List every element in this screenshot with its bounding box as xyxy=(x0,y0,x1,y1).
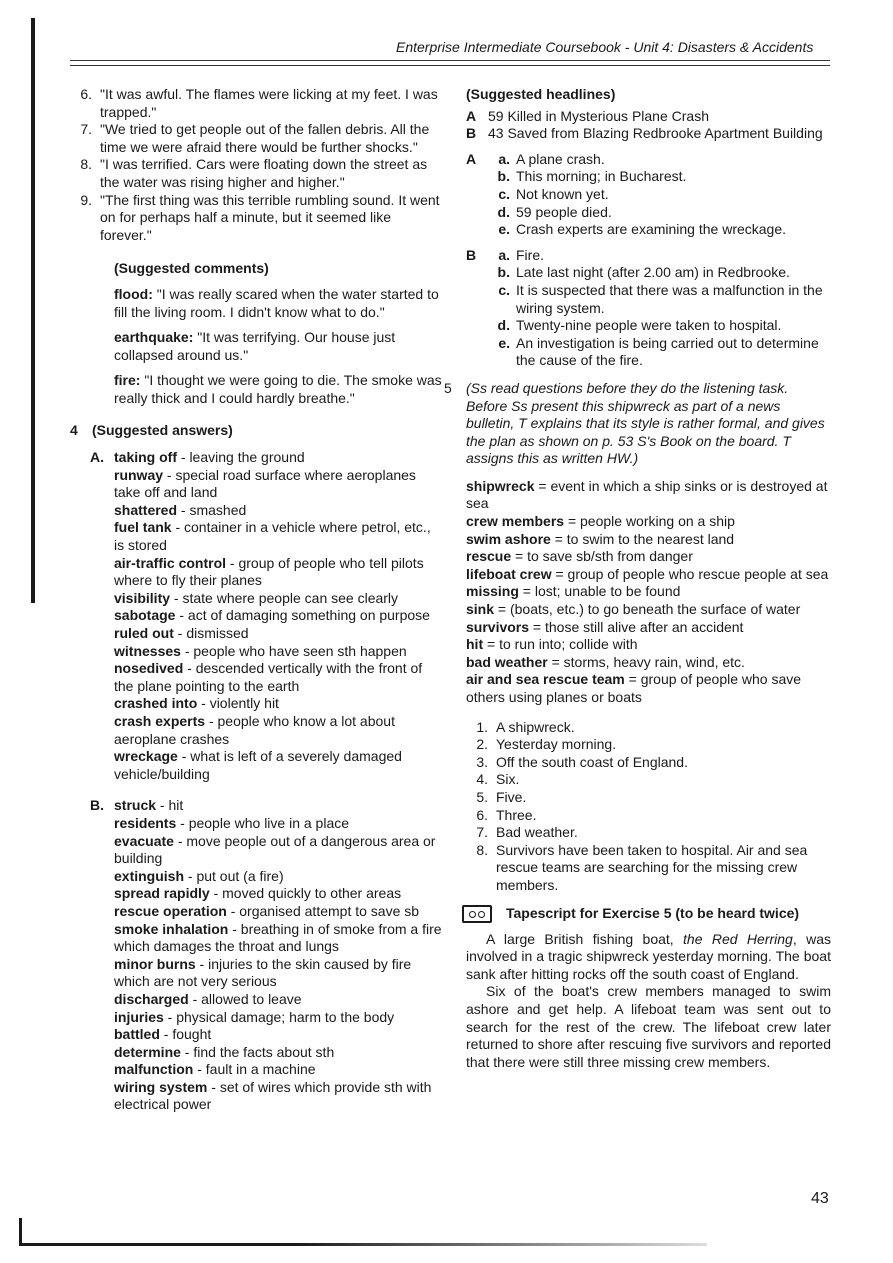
comment-earthquake: earthquake: "It was terrifying. Our house just collapsed around us." xyxy=(114,329,396,363)
left-column xyxy=(70,86,442,1114)
detail-item: d. 59 people died. xyxy=(497,203,612,220)
section-5-instructions: 5 (Ss read questions before they do the listening task. Before Ss present this shipwreck as part of a news bulletin, T explains that its style is rather formal, and gives the plan as shown on p. 53 S's Book on the board. T assigns this as written HW.) xyxy=(444,379,825,467)
comment-flood: flood: "I was really scared when the water started to fill the living room. I didn't know what to do." xyxy=(114,285,439,320)
quote-list xyxy=(70,86,442,244)
comments-heading: (Suggested comments) xyxy=(114,260,269,277)
detail-item: c. It is suspected that there was a malfunction in the wiring system. xyxy=(498,281,823,316)
headline-item: B 43 Saved from Blazing Redbrooke Apartment Building xyxy=(466,125,823,142)
header-rule xyxy=(70,60,830,61)
vocab-item: lifeboat crew = group of people who rescue people at sea xyxy=(466,565,829,582)
answer-item: 4. Six. xyxy=(476,771,520,788)
glossary-item: air-traffic control - group of people who tell pilots where to fly their planes xyxy=(114,554,424,589)
right-column xyxy=(444,86,831,1071)
glossary-item: evacuate - move people out of a dangerous area or building xyxy=(114,832,436,867)
tapescript-paragraph: A large British fishing boat, the Red Herring, was involved in a tragic shipwreck yesterday morning. The boat sank after hitting rocks off the south coast of England. xyxy=(466,930,831,982)
glossary-item: extinguish - put out (a fire) xyxy=(114,867,284,884)
answer-item: 2. Yesterday morning. xyxy=(476,736,617,753)
detail-item: a. A plane crash. xyxy=(498,150,605,167)
glossary-item: minor burns - injuries to the skin caused by fire which are not very serious xyxy=(114,955,412,990)
vocab-item: survivors = those still alive after an accident xyxy=(466,618,744,635)
vocab-item: crew members = people working on a ship xyxy=(466,513,735,530)
footer-corner-bar xyxy=(19,1218,22,1246)
section-5-vocabulary xyxy=(466,478,831,707)
running-header: Enterprise Intermediate Coursebook - Unit 4: Disasters & Accidents xyxy=(396,39,814,55)
cassette-tape-icon xyxy=(462,905,492,923)
vocab-item: sink = (boats, etc.) to go beneath the surface of water xyxy=(466,601,801,618)
glossary-item: crash experts - people who know a lot about aeroplane crashes xyxy=(114,713,395,747)
glossary-item: battled - fought xyxy=(114,1026,212,1043)
glossary-item: rescue operation - organised attempt to save sb xyxy=(114,902,420,919)
glossary-item: shattered - smashed xyxy=(114,501,247,518)
vocab-item: air and sea rescue team = group of people who save others using planes or boats xyxy=(466,671,802,705)
detail-item: b. This morning; in Bucharest. xyxy=(497,168,687,185)
tapescript-heading: Tapescript for Exercise 5 (to be heard twice) xyxy=(466,905,831,923)
quote-item: 8. "I was terrified. Cars were floating down the street as the water was rising higher and higher." xyxy=(80,156,428,190)
comment-fire: fire: "I thought we were going to die. The smoke was really thick and I could hardly breathe." xyxy=(114,372,442,406)
left-margin-bar xyxy=(31,18,35,603)
suggested-comments xyxy=(70,260,442,407)
glossary-item: smoke inhalation - breathing in of smoke from a fire which damages the throat and lungs xyxy=(114,920,442,955)
details-group-a: A a. A plane crash. b. This morning; in Bucharest. c. Not known yet. d. 59 people died. e. Crash experts are examining the wreckage. xyxy=(466,151,831,239)
glossary-item: injuries - physical damage; harm to the body xyxy=(114,1008,395,1025)
details-group-b: B a. Fire. b. Late last night (after 2.00 am) in Redbrooke. c. It is suspected that there was a malfunction in the wiring system. d. Twenty-nine people were taken to hospital. e. An investigation is being carried out to determine the cause of the fire. xyxy=(466,247,831,370)
glossary-item: malfunction - fault in a machine xyxy=(114,1061,316,1078)
glossary-item: witnesses - people who have seen sth happen xyxy=(114,642,407,659)
answer-item: 1. A shipwreck. xyxy=(476,718,575,735)
glossary-item: nosedived - descended vertically with the front of the plane pointing to the earth xyxy=(114,660,423,694)
headline-item: A 59 Killed in Mysterious Plane Crash xyxy=(466,107,709,124)
vocab-item: rescue = to save sb/sth from danger xyxy=(466,548,693,565)
vocab-item: swim ashore = to swim to the nearest land xyxy=(466,530,735,547)
glossary-item: visibility - state where people can see clearly xyxy=(114,589,399,606)
vocab-item: missing = lost; unable to be found xyxy=(466,583,681,600)
quote-item: 6. "It was awful. The flames were licking at my feet. I was trapped." xyxy=(80,86,438,120)
tapescript-paragraph: Six of the boat's crew members managed to swim ashore and get help. A lifeboat team was sent out to search for the rest of the crew. The lifeboat crew later returned to shore after rescuing five survivors and reported that there were still three missing crew members. xyxy=(466,983,831,1070)
vocab-item: shipwreck = event in which a ship sinks or is destroyed at sea xyxy=(466,477,828,512)
glossary-item: wiring system - set of wires which provide sth with electrical power xyxy=(114,1078,432,1113)
vocab-item: hit = to run into; collide with xyxy=(466,636,638,653)
header-rule xyxy=(70,65,830,66)
section-4-heading: 4 (Suggested answers) xyxy=(70,421,233,438)
glossary-item: discharged - allowed to leave xyxy=(114,990,302,1007)
glossary-group-a: A. taking off - leaving the ground runway - special road surface where aeroplanes take off and land shattered - smashed fuel tank - container in a vehicle where petrol, etc., is stored air-traffic control - group of people who tell pilots where to fly their planes visibility - state where people can see clearly sabotage - act of damaging something on purpose ruled out - dismissed witnesses - people who have seen sth happen nosedived - descended vertically with the front of the plane pointing to the earth crashed into - violently hit crash experts - people who know a lot about aeroplane crashes wreckage - what is left of a severely damaged vehicle/building xyxy=(70,449,442,783)
detail-item: d. Twenty-nine people were taken to hospital. xyxy=(497,317,782,334)
page-number: 43 xyxy=(811,1190,829,1207)
answer-item: 8. Survivors have been taken to hospital. Air and sea rescue teams are searching for the missing crew members. xyxy=(476,841,808,893)
glossary-item: residents - people who live in a place xyxy=(114,814,350,831)
detail-item: b. Late last night (after 2.00 am) in Redbrooke. xyxy=(497,264,790,281)
glossary-item: spread rapidly - moved quickly to other areas xyxy=(114,885,402,902)
glossary-item: wreckage - what is left of a severely damaged vehicle/building xyxy=(114,748,402,782)
vocab-item: bad weather = storms, heavy rain, wind, etc. xyxy=(466,653,745,670)
detail-item: c. Not known yet. xyxy=(498,185,609,202)
glossary-item: ruled out - dismissed xyxy=(114,625,249,642)
tapescript-text xyxy=(466,931,831,1072)
glossary-group-b: B. struck - hit residents - people who live in a place evacuate - move people out of a dangerous area or building extinguish - put out (a fire) spread rapidly - moved quickly to other areas rescue operation - organised attempt to save sb smoke inhalation - breathing in of smoke from a fire which damages the throat and lungs minor burns - injuries to the skin caused by fire which are not very serious discharged - allowed to leave injuries - physical damage; harm to the body battled - fought determine - find the facts about sth malfunction - fault in a machine wiring system - set of wires which provide sth with electrical power xyxy=(90,797,442,1113)
detail-item: e. Crash experts are examining the wreckage. xyxy=(498,221,787,238)
glossary-item: determine - find the facts about sth xyxy=(114,1043,335,1060)
quote-item: 9. "The first thing was this terrible rumbling sound. It went on for perhaps half a minute, but it seemed like forever." xyxy=(80,191,440,243)
quote-item: 7. "We tried to get people out of the fallen debris. All the time we were afraid there would be further shocks." xyxy=(80,121,430,155)
headlines-heading: (Suggested headlines) xyxy=(466,86,616,102)
answer-item: 3. Off the south coast of England. xyxy=(476,753,688,770)
answer-item: 5. Five. xyxy=(476,788,527,805)
glossary-item: struck - hit xyxy=(114,797,184,814)
footer-rule xyxy=(19,1243,707,1246)
glossary-item: taking off - leaving the ground xyxy=(114,449,305,466)
detail-item: a. Fire. xyxy=(498,246,544,263)
answer-item: 6. Three. xyxy=(476,806,537,823)
glossary-item: sabotage - act of damaging something on purpose xyxy=(114,607,430,624)
section-5-answers xyxy=(466,719,831,895)
answer-item: 7. Bad weather. xyxy=(476,824,578,841)
detail-item: e. An investigation is being carried out to determine the cause of the fire. xyxy=(498,334,819,369)
glossary-item: crashed into - violently hit xyxy=(114,695,279,712)
glossary-item: runway - special road surface where aeroplanes take off and land xyxy=(114,466,416,501)
glossary-item: fuel tank - container in a vehicle where petrol, etc., is stored xyxy=(114,519,431,554)
